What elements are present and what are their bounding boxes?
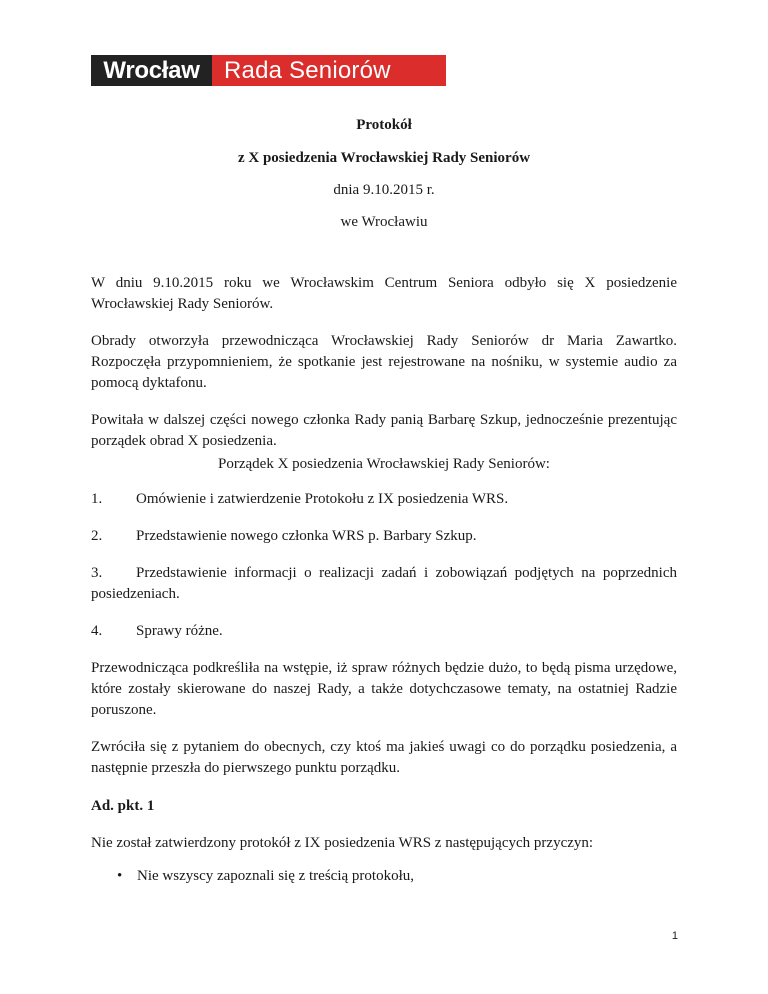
paragraph-1: W dniu 9.10.2015 roku we Wrocławskim Centrum Seniora odbyło się X posiedzenie Wrocławskiej Rady Seniorów. — [91, 275, 677, 312]
document-subtitle: z X posiedzenia Wrocławskiej Rady Seniorów — [237, 150, 531, 166]
agenda-title: Porządek X posiedzenia Wrocławskiej Rady Seniorów: — [218, 456, 550, 472]
logo-rada-seniorow: Rada Seniorów — [212, 55, 446, 86]
agenda-item-number: 2. — [91, 528, 103, 544]
agenda-item-text-continued: posiedzeniach. — [91, 586, 180, 602]
section-heading: Ad. pkt. 1 — [91, 798, 155, 814]
agenda-item-number: 4. — [91, 623, 103, 639]
bullet-icon: • — [117, 868, 123, 884]
agenda-item-text: Sprawy różne. — [136, 623, 223, 639]
agenda-item-3 — [91, 563, 677, 605]
logo — [91, 55, 446, 86]
document-place: we Wrocławiu — [340, 214, 428, 230]
paragraph-3: Powitała w dalszej części nowego członka Rady panią Barbarę Szkup, jednocześnie prezentując porządek obrad X posiedzenia. — [91, 412, 677, 449]
paragraph-4: Przewodnicząca podkreśliła na wstępie, iż spraw różnych będzie dużo, to będą pisma urzędowe, które zostały skierowane do naszej Rady, a także dotychczasowe tematy, na ostatniej Radzie poruszone. — [91, 660, 677, 718]
document-date: dnia 9.10.2015 r. — [333, 182, 435, 198]
paragraph-6: Nie został zatwierdzony protokół z IX posiedzenia WRS z następujących przyczyn: — [91, 835, 594, 851]
bullet-item — [117, 866, 414, 887]
page-number: 1 — [671, 930, 678, 942]
paragraph-2: Obrady otworzyła przewodnicząca Wrocławskiej Rady Seniorów dr Maria Zawartko. Rozpoczęła przypomnieniem, że spotkanie jest rejestrowane na nośniku, w systemie audio za pomocą dyktafonu. — [91, 333, 677, 391]
document-title: Protokół — [356, 117, 412, 133]
agenda-item-text: Przedstawienie informacji o realizacji zadań i zobowiązań podjętych na poprzednich — [136, 565, 677, 581]
paragraph-5: Zwróciła się z pytaniem do obecnych, czy ktoś ma jakieś uwagi co do porządku posiedzenia, a następnie przeszła do pierwszego punktu porządku. — [91, 739, 677, 776]
agenda-item-text: Przedstawienie nowego członka WRS p. Barbary Szkup. — [136, 528, 477, 544]
bullet-text: Nie wszyscy zapoznali się z treścią protokołu, — [137, 868, 414, 884]
agenda-item-number: 3. — [91, 565, 103, 581]
agenda-item-text: Omówienie i zatwierdzenie Protokołu z IX posiedzenia WRS. — [136, 491, 509, 507]
logo-wroclaw: Wrocław — [91, 55, 212, 86]
agenda-item-number: 1. — [91, 491, 103, 507]
